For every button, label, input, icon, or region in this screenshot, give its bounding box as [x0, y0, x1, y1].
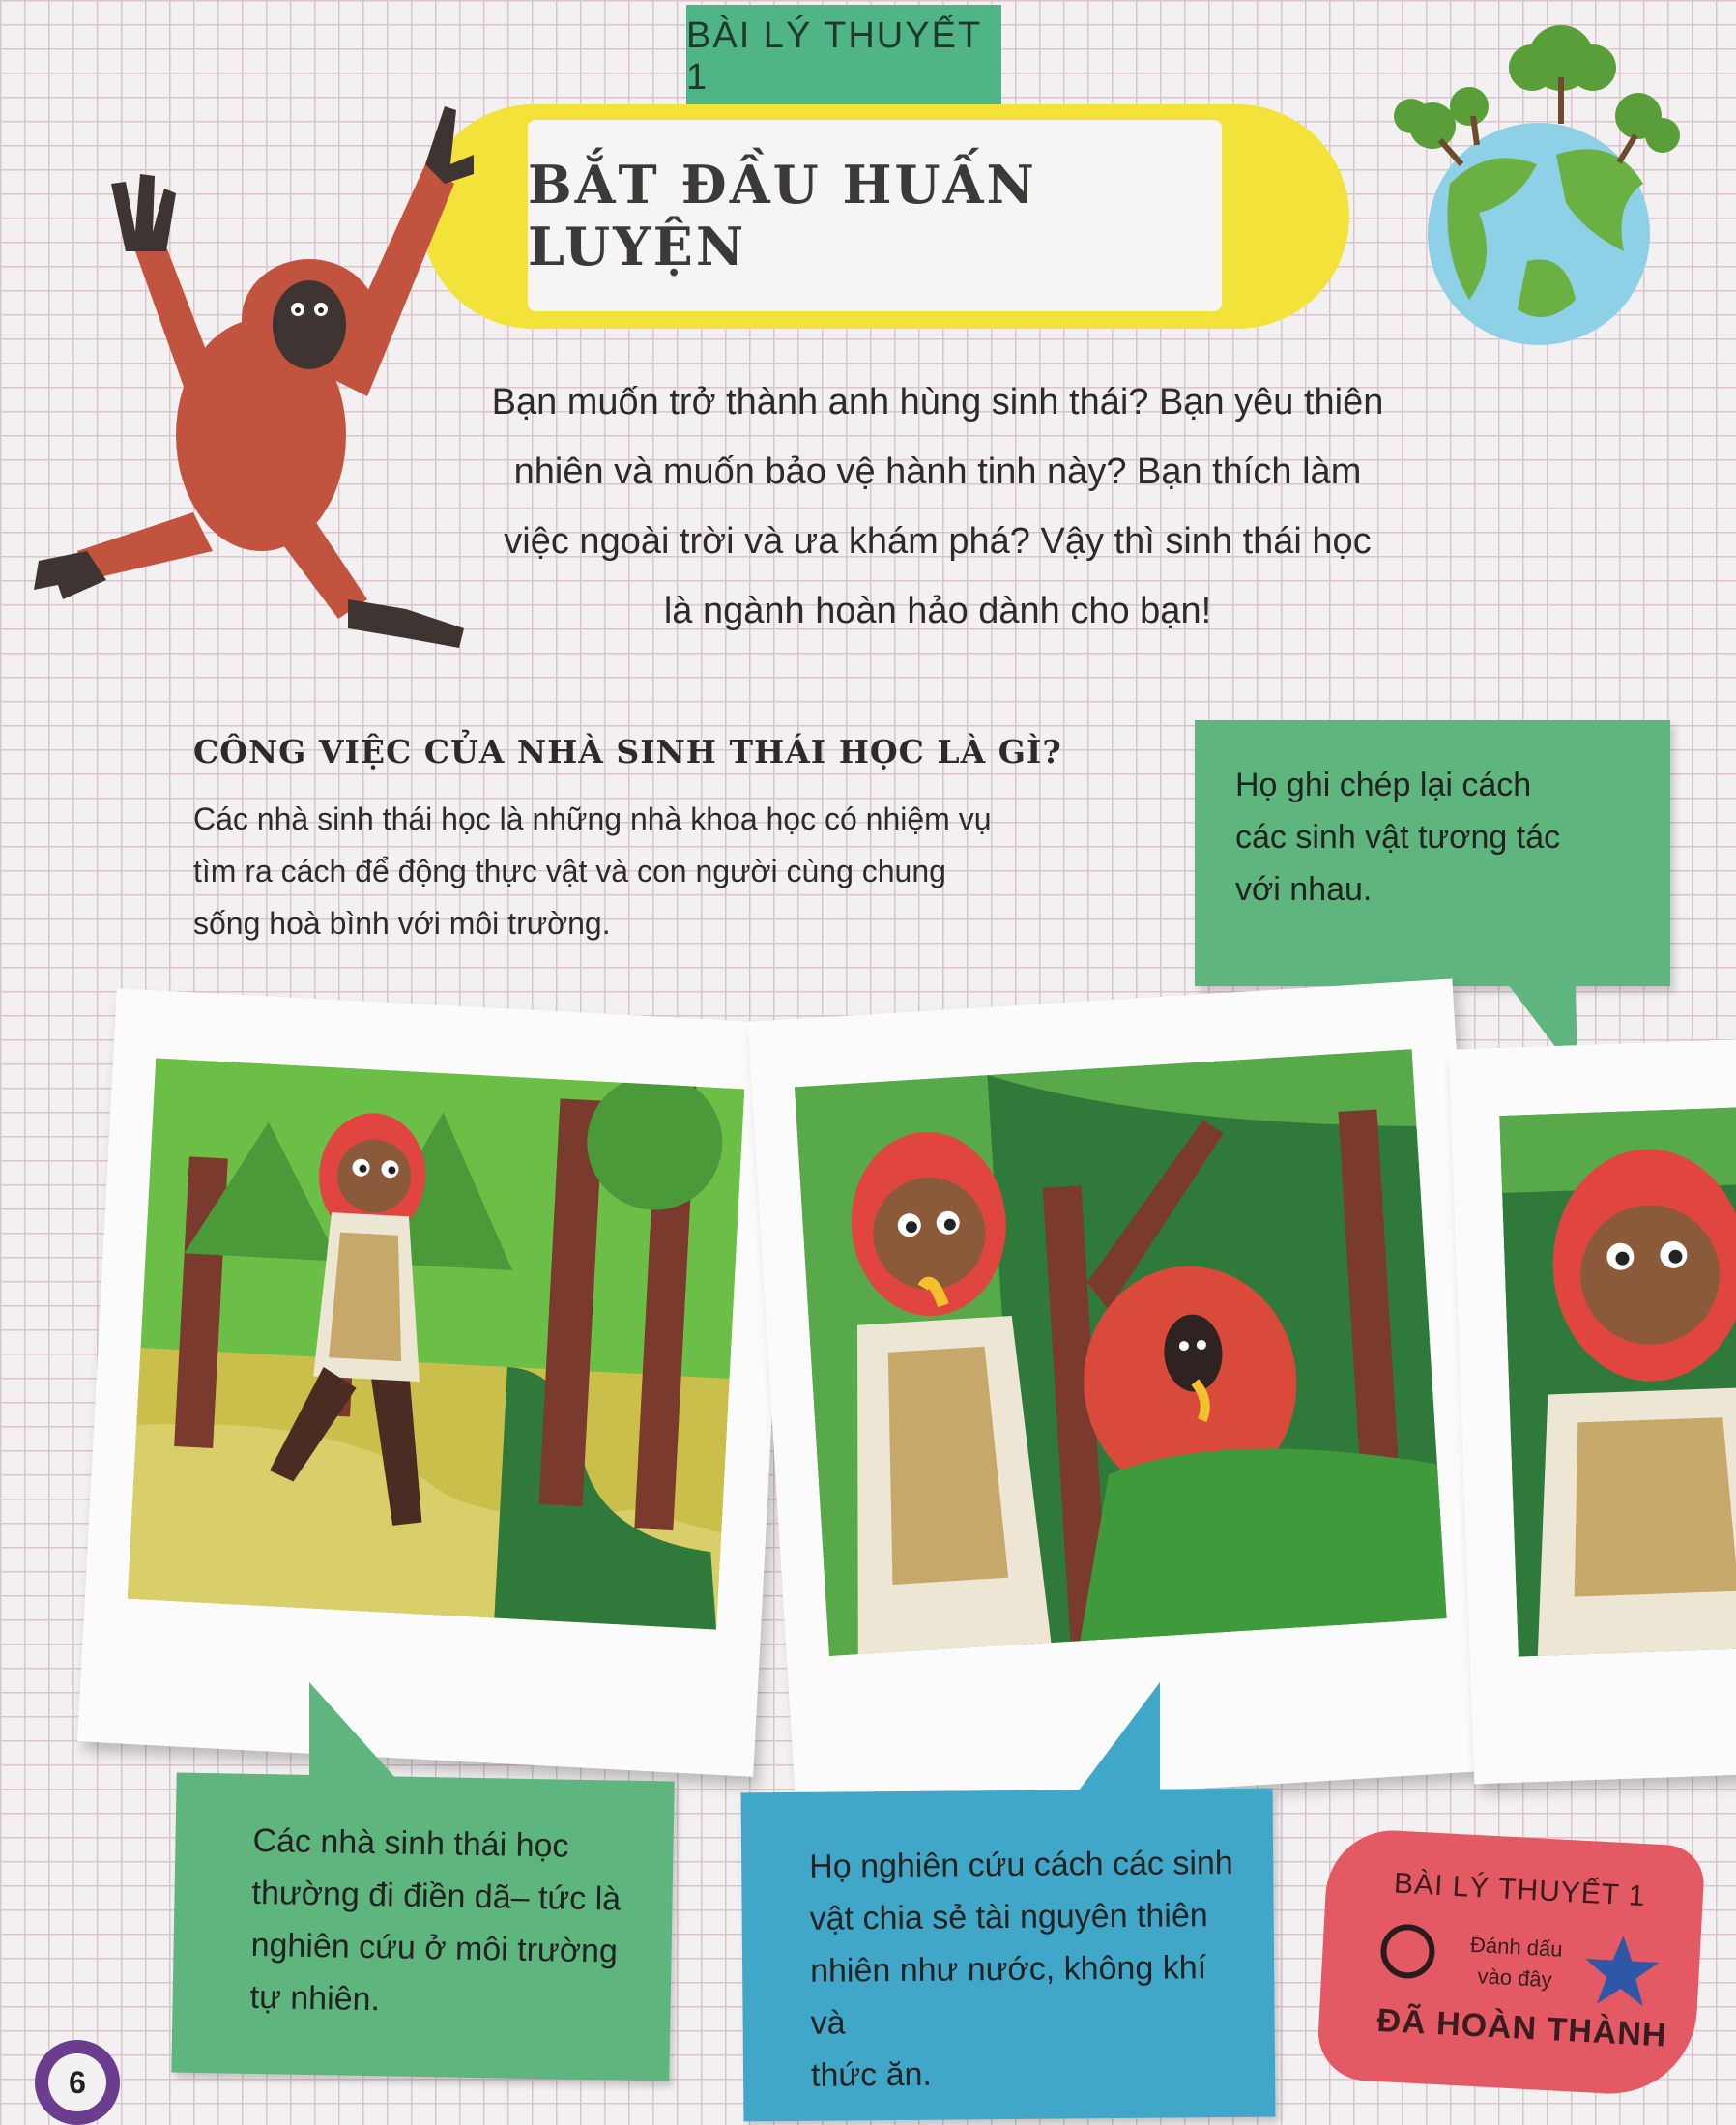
bubble-line: Họ nghiên cứu cách các sinh — [809, 1844, 1233, 1885]
speech-bubble-records — [1195, 720, 1670, 986]
section-body — [193, 793, 1063, 949]
bubble-line: các sinh vật tương tác — [1235, 819, 1561, 856]
completion-checkbox[interactable] — [1379, 1923, 1436, 1980]
badge-note: Đánh dấu vào đây — [1469, 1932, 1564, 1993]
bubble-line: tự nhiên. — [249, 1978, 381, 2019]
bubble-line: thường đi điền dã– tức là — [251, 1874, 622, 1918]
bubble-line: nghiên cứu ở môi trường — [250, 1926, 619, 1970]
photo-walking — [77, 988, 793, 1777]
bubble-line: nhiên như nước, không khí và — [809, 1949, 1207, 2042]
speech-bubble-resources — [741, 1789, 1276, 2122]
bubble-line: Họ ghi chép lại cách — [1235, 767, 1532, 803]
intro-line: Bạn muốn trở thành anh hùng sinh thái? Bạn yêu thiên — [491, 382, 1384, 422]
completion-badge — [1316, 1827, 1705, 2098]
bubble-line: với nhau. — [1235, 871, 1373, 908]
bubble-line: thức ăn. — [810, 2055, 933, 2094]
lesson-tag — [686, 5, 1001, 109]
forest-notes-scene — [1499, 1106, 1736, 1656]
bubble-line: Các nhà sinh thái học — [252, 1821, 569, 1865]
page-title: BẮT ĐẦU HUẤN LUYỆN — [528, 154, 1037, 277]
intro-line: việc ngoài trời và ưa khám phá? Vậy thì sinh thái học — [504, 521, 1372, 562]
badge-title: BÀI LÝ THUYẾT 1 — [1393, 1867, 1647, 1913]
bubble-line: vật chia sẻ tài nguyên thiên — [809, 1897, 1208, 1937]
section-heading: CÔNG VIỆC CỦA NHÀ SINH THÁI HỌC LÀ GÌ? — [193, 733, 1062, 771]
intro-line: nhiên và muốn bảo vệ hành tinh này? Bạn thích làm — [513, 451, 1362, 492]
globe-illustration — [1373, 10, 1682, 358]
forest-orangutan-scene — [795, 1049, 1447, 1656]
intro-line: là ngành hoàn hảo dành cho bạn! — [663, 591, 1212, 631]
orangutan-illustration — [19, 106, 474, 667]
intro-paragraph — [454, 367, 1421, 646]
speech-bubble-fieldwork — [171, 1773, 674, 2081]
badge-done: ĐÃ HOÀN THÀNH — [1375, 2001, 1668, 2054]
bubble-tail — [290, 1682, 406, 1789]
star-icon — [1581, 1930, 1663, 2011]
title-box — [522, 114, 1228, 317]
section-line: sống hoà bình với môi trường. — [193, 906, 611, 941]
section-line: Các nhà sinh thái học là những nhà khoa học có nhiệm vụ — [193, 801, 992, 836]
forest-walk-scene — [128, 1058, 744, 1629]
section-line: tìm ra cách để động thực vật và con người cùng chung — [193, 854, 946, 888]
bubble-tail — [1073, 1682, 1170, 1798]
page-number — [35, 2040, 120, 2125]
page-number-label: 6 — [48, 2053, 106, 2111]
lesson-tag-label: BÀI LÝ THUYẾT 1 — [686, 15, 982, 98]
photo-notes — [1449, 1039, 1736, 1785]
